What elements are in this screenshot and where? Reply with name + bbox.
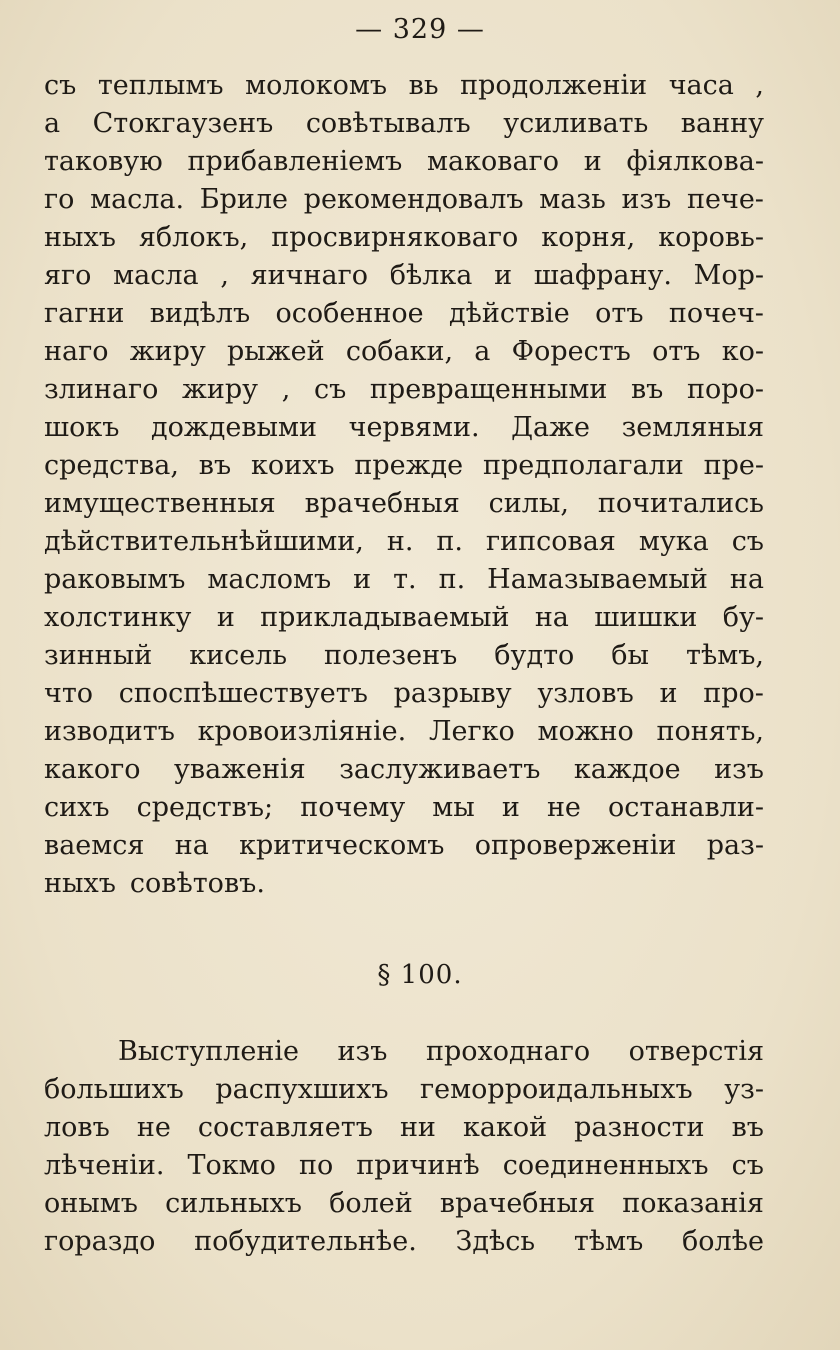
word: тѣмъ, <box>686 640 764 671</box>
word: прежде <box>354 450 464 481</box>
word: предполагали <box>482 450 684 481</box>
word: соединенныхъ <box>502 1150 709 1181</box>
word: земляныя <box>621 412 764 443</box>
word: споспѣшествуетъ <box>118 678 368 709</box>
text-line <box>44 828 764 864</box>
word: гагни <box>44 298 125 329</box>
word: Намазываемый <box>487 564 708 595</box>
word: ваемся <box>44 830 145 861</box>
word: Форестъ <box>511 336 631 367</box>
text-line <box>44 220 764 256</box>
word: на <box>729 564 764 595</box>
word: ныхъ <box>44 222 116 253</box>
word: шишки <box>594 602 698 633</box>
word: превращенными <box>369 374 608 405</box>
text-line <box>44 106 764 142</box>
word: составляетъ <box>197 1112 373 1143</box>
word: въ <box>630 374 664 405</box>
text-line <box>44 486 764 522</box>
word: особенное <box>275 298 424 329</box>
word: причинѣ <box>356 1150 480 1181</box>
word: разрыву <box>393 678 512 709</box>
word: мука <box>638 526 709 557</box>
word: ни <box>399 1112 436 1143</box>
text-line <box>44 258 764 294</box>
word: средствъ; <box>136 792 274 823</box>
word: дѣйствительнѣйшими, <box>44 526 364 557</box>
word: опроверженіи <box>474 830 677 861</box>
word: что <box>44 678 94 709</box>
word: ванну <box>680 108 764 139</box>
word: бу- <box>722 602 764 633</box>
word: , <box>220 260 229 291</box>
word: прибавленіемъ <box>187 146 403 177</box>
word: Мор- <box>693 260 764 291</box>
word: сихъ <box>44 792 110 823</box>
word: прикладываемый <box>260 602 510 633</box>
text-line <box>44 714 764 750</box>
word: будто <box>494 640 575 671</box>
word: масла. <box>90 184 185 215</box>
text-line <box>44 334 764 370</box>
word: почитались <box>597 488 764 519</box>
word: пре- <box>703 450 764 481</box>
word: Стокгаузенъ <box>92 108 274 139</box>
text-line <box>118 1034 764 1070</box>
word: болѣе <box>682 1226 764 1257</box>
word: изъ <box>714 754 764 785</box>
word: средства, <box>44 450 179 481</box>
word: ловъ <box>44 1112 110 1143</box>
text-line <box>44 410 764 446</box>
word: рыжей <box>227 336 325 367</box>
word: изводитъ <box>44 716 175 747</box>
text-line <box>44 638 764 674</box>
word: злинаго <box>44 374 159 405</box>
text-line <box>44 296 764 332</box>
text-line <box>44 1072 764 1108</box>
word: молокомъ <box>245 70 388 101</box>
word: го <box>44 184 75 215</box>
word: продолженіи <box>460 70 648 101</box>
word: можно <box>537 716 634 747</box>
word: на <box>534 602 569 633</box>
word: и <box>659 678 678 709</box>
word: почеч- <box>668 298 764 329</box>
word: полезенъ <box>324 640 458 671</box>
word: и <box>583 146 602 177</box>
word: видѣлъ <box>149 298 251 329</box>
word: теплымъ <box>97 70 224 101</box>
word: раковымъ <box>44 564 186 595</box>
word: коровь- <box>658 222 764 253</box>
word: заслуживаетъ <box>339 754 541 785</box>
word: , <box>281 374 291 405</box>
word: червями. <box>348 412 480 443</box>
word: раз- <box>706 830 764 861</box>
word: врачебныя <box>304 488 460 519</box>
word: просвирняковаго <box>271 222 519 253</box>
word: уваженія <box>174 754 306 785</box>
word: п. <box>438 564 466 595</box>
word: жиру <box>182 374 259 405</box>
word: , <box>755 70 764 101</box>
word: Здѣсь <box>455 1226 536 1257</box>
word: Бриле <box>199 184 289 215</box>
text-line <box>44 68 764 104</box>
text-line <box>44 600 764 636</box>
page-number: — 329 — <box>355 14 485 45</box>
word: по <box>298 1150 334 1181</box>
word: понять, <box>656 716 764 747</box>
word: гипсовая <box>485 526 616 557</box>
word: Выступленіе <box>118 1036 300 1067</box>
word: мазь <box>539 184 606 215</box>
word: корня, <box>541 222 636 253</box>
word: съ <box>731 526 764 557</box>
word: отверстія <box>628 1036 764 1067</box>
word: проходнаго <box>425 1036 591 1067</box>
word: въ <box>198 450 232 481</box>
word: н. <box>386 526 414 557</box>
word: мы <box>432 792 475 823</box>
text-line <box>44 1148 764 1184</box>
word: ныхъ <box>44 868 116 899</box>
text-line <box>44 1224 764 1260</box>
word: дождевыми <box>151 412 318 443</box>
word: кровоизліяніе. <box>197 716 407 747</box>
text-line <box>44 866 764 902</box>
text-line <box>44 790 764 826</box>
word: яго <box>44 260 92 291</box>
word: съ <box>44 70 77 101</box>
word: масла <box>113 260 199 291</box>
word: Даже <box>511 412 590 443</box>
word: не <box>136 1112 171 1143</box>
word: дѣйствіе <box>449 298 570 329</box>
word: побудительнѣе. <box>194 1226 417 1257</box>
word: и <box>216 602 235 633</box>
text-line <box>44 752 764 788</box>
word: совѣтывалъ <box>305 108 471 139</box>
word: бы <box>611 640 650 671</box>
word: вь <box>408 70 439 101</box>
word: болей <box>329 1188 413 1219</box>
word: коихъ <box>251 450 335 481</box>
word: наго <box>44 336 109 367</box>
word: п. <box>436 526 463 557</box>
word: кисель <box>189 640 288 671</box>
word: усиливать <box>503 108 649 139</box>
word: гораздо <box>44 1226 156 1257</box>
text-line <box>44 448 764 484</box>
word: яблокъ, <box>138 222 249 253</box>
word: про- <box>703 678 764 709</box>
word: на <box>174 830 209 861</box>
word: и <box>494 260 513 291</box>
word: рекомендовалъ <box>303 184 524 215</box>
word: шафрану. <box>533 260 672 291</box>
word: силы, <box>488 488 569 519</box>
word: какой <box>462 1112 548 1143</box>
word: уз- <box>724 1074 764 1105</box>
text-line <box>44 562 764 598</box>
word: лѣченіи. <box>44 1150 165 1181</box>
word: не <box>546 792 581 823</box>
word: изъ <box>621 184 672 215</box>
word: каждое <box>573 754 681 785</box>
text-line <box>44 676 764 712</box>
word: пече- <box>687 184 764 215</box>
word: зинный <box>44 640 153 671</box>
word: и <box>501 792 520 823</box>
word: врачебныя <box>439 1188 596 1219</box>
word: Токмо <box>187 1150 276 1181</box>
word: а <box>44 108 61 139</box>
word: жиру <box>129 336 206 367</box>
word: ко- <box>721 336 764 367</box>
text-line <box>44 144 764 180</box>
word: масломъ <box>207 564 332 595</box>
word: показанія <box>622 1188 764 1219</box>
word: отъ <box>595 298 644 329</box>
word: въ <box>731 1112 764 1143</box>
word: шокъ <box>44 412 120 443</box>
word: узловъ <box>537 678 634 709</box>
text-line <box>44 372 764 408</box>
word: съ <box>313 374 347 405</box>
word: онымъ <box>44 1188 138 1219</box>
word: таковую <box>44 146 163 177</box>
text-line <box>44 1110 764 1146</box>
word: холстинку <box>44 602 192 633</box>
text-line <box>44 1186 764 1222</box>
word: яичнаго <box>250 260 368 291</box>
text-line <box>44 182 764 218</box>
word: сильныхъ <box>165 1188 302 1219</box>
word: распухшихъ <box>215 1074 389 1105</box>
word: Легко <box>428 716 515 747</box>
word: отъ <box>652 336 701 367</box>
word: собаки, <box>345 336 454 367</box>
word: фіялкова- <box>626 146 764 177</box>
word: а <box>474 336 491 367</box>
word: почему <box>300 792 406 823</box>
section-heading: § 100. <box>377 960 463 990</box>
word: геморроидальныхъ <box>420 1074 693 1105</box>
word: критическомъ <box>239 830 445 861</box>
word: бѣлка <box>389 260 473 291</box>
word: маковаго <box>427 146 559 177</box>
word: тѣмъ <box>573 1226 644 1257</box>
word: изъ <box>337 1036 388 1067</box>
word: поро- <box>687 374 764 405</box>
word: какого <box>44 754 141 785</box>
word: часа <box>668 70 734 101</box>
word: останавли- <box>608 792 764 823</box>
word: совѣтовъ. <box>129 868 265 899</box>
word: т. <box>393 564 417 595</box>
word: имущественныя <box>44 488 276 519</box>
word: разности <box>574 1112 705 1143</box>
word: и <box>353 564 372 595</box>
word: большихъ <box>44 1074 184 1105</box>
text-line <box>44 524 764 560</box>
word: съ <box>731 1150 764 1181</box>
